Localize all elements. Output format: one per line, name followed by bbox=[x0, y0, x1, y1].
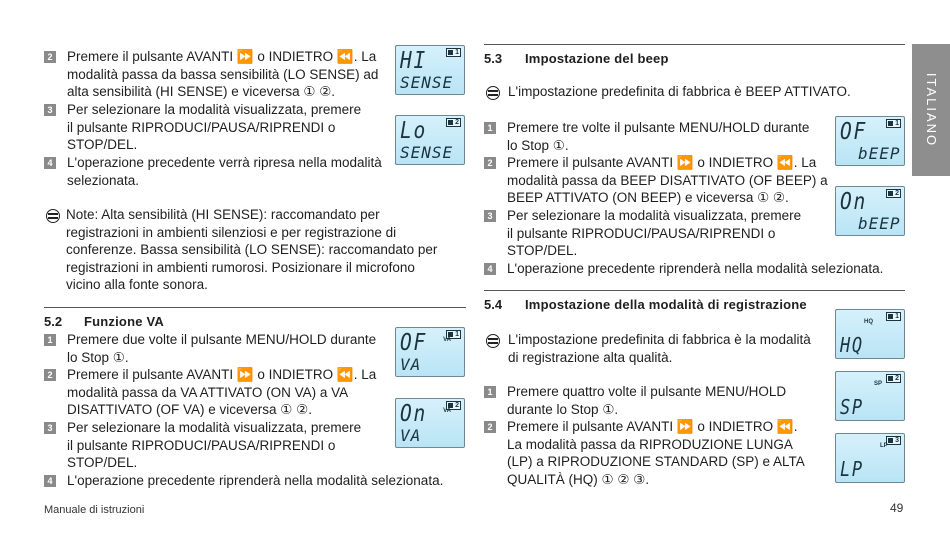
step-text: Premere il pulsante AVANTI ⏩ o INDIETRO ⏪. La modalità passa da RIPRODUZIONE LUNGA (LP) a RIPRODUZIONE STANDARD (SP) e ALTA QUALITÀ (HQ) ① ② ③. bbox=[507, 419, 805, 487]
step-number: 4 bbox=[44, 475, 56, 487]
lcd-mode-indicator: VA bbox=[443, 337, 451, 343]
lcd-sub-text: SENSE bbox=[400, 73, 454, 92]
lcd-display-lp bbox=[835, 433, 905, 483]
lcd-mode-indicator: HQ bbox=[864, 319, 873, 325]
battery-icon: 1 bbox=[446, 48, 461, 57]
battery-icon: 2 bbox=[886, 374, 901, 383]
step-text: Premere il pulsante AVANTI ⏩ o INDIETRO ⏪. La modalità passa da BEEP DISATTIVATO (OF BEEP) a BEEP ATTIVATO (ON BEEP) e viceversa ① ②. bbox=[507, 155, 828, 205]
section-divider bbox=[484, 44, 905, 45]
step-text: Premere tre volte il pulsante MENU/HOLD durante lo Stop ①. bbox=[507, 120, 810, 153]
step-number: 3 bbox=[484, 210, 496, 222]
section-divider bbox=[44, 307, 466, 308]
step-text: L'operazione precedente riprenderà nella modalità selezionata. bbox=[507, 261, 884, 276]
lcd-display-sp bbox=[835, 371, 905, 421]
battery-icon: 2 bbox=[886, 189, 901, 198]
lcd-main-text: LP bbox=[840, 457, 864, 481]
lcd-mode-indicator: SP bbox=[874, 381, 883, 387]
step-number: 3 bbox=[44, 422, 56, 434]
step-number: 4 bbox=[44, 157, 56, 169]
language-tab-label: ITALIANO bbox=[923, 72, 939, 148]
lcd-display-hi-sense bbox=[395, 45, 465, 95]
step-number: 4 bbox=[484, 263, 496, 275]
step-number: 3 bbox=[44, 104, 56, 116]
note-text: Note: Alta sensibilità (HI SENSE): raccomandato per registrazioni in ambienti silenziosi e per registrazione di conferenze. Bassa sensibilità (LO SENSE): raccomandato per registrazioni in ambienti rumorosi. Posizionare il microfono vicino alla fonte sonora. bbox=[66, 207, 438, 292]
battery-icon: 2 bbox=[446, 118, 461, 127]
section-number: 5.2 bbox=[44, 314, 63, 329]
note-text: L'impostazione predefinita di fabbrica è BEEP ATTIVATO. bbox=[508, 84, 851, 99]
lcd-sub-text: SENSE bbox=[400, 143, 454, 162]
lcd-main-text: HQ bbox=[840, 333, 864, 357]
footer-manual-title: Manuale di istruzioni bbox=[44, 504, 145, 516]
battery-icon: 1 bbox=[886, 119, 901, 128]
step-number: 2 bbox=[484, 157, 496, 169]
section-number: 5.4 bbox=[484, 297, 503, 312]
note-icon bbox=[486, 334, 500, 348]
step-text: Per selezionare la modalità visualizzata, premere il pulsante RIPRODUCI/PAUSA/RIPRENDI o STOP/DEL. bbox=[507, 208, 802, 258]
lcd-sub-text: bEEP bbox=[858, 214, 901, 233]
note-icon bbox=[486, 86, 500, 100]
step-number: 2 bbox=[484, 421, 496, 433]
note-icon bbox=[46, 209, 60, 223]
section-title: Funzione VA bbox=[84, 314, 164, 329]
step-number: 2 bbox=[44, 369, 56, 381]
lcd-main-text: HI bbox=[400, 48, 427, 74]
step-text: Premere quattro volte il pulsante MENU/HOLD durante lo Stop ①. bbox=[507, 384, 787, 417]
section-number: 5.3 bbox=[484, 51, 503, 66]
battery-icon: 3 bbox=[886, 436, 901, 445]
lcd-main-text: OF bbox=[840, 119, 867, 145]
section-title: Impostazione della modalità di registrazione bbox=[525, 297, 807, 312]
step-text: Premere il pulsante AVANTI ⏩ o INDIETRO ⏪. La modalità passa da bassa sensibilità (LO SENSE) ad alta sensibilità (HI SENSE) e viceversa ① ②. bbox=[67, 49, 379, 99]
step-number: 1 bbox=[484, 122, 496, 134]
lcd-sub-text: VA bbox=[400, 426, 422, 445]
section-divider bbox=[484, 290, 905, 291]
step-number: 1 bbox=[44, 334, 56, 346]
note-text: L'impostazione predefinita di fabbrica è la modalità di registrazione alta qualità. bbox=[508, 332, 811, 365]
lcd-display-on-beep bbox=[835, 186, 905, 236]
lcd-main-text: Lo bbox=[400, 118, 427, 144]
lcd-main-text: On bbox=[840, 189, 867, 215]
battery-icon: 1 bbox=[446, 330, 461, 339]
step-text: L'operazione precedente verrà ripresa nella modalità selezionata. bbox=[67, 155, 382, 188]
lcd-sub-text: bEEP bbox=[858, 144, 901, 163]
lcd-display-on-va bbox=[395, 398, 465, 448]
lcd-main-text: On bbox=[400, 401, 427, 427]
section-title: Impostazione del beep bbox=[525, 51, 669, 66]
lcd-display-lo-sense bbox=[395, 115, 465, 165]
battery-icon: 2 bbox=[446, 401, 461, 410]
step-text: Premere due volte il pulsante MENU/HOLD durante lo Stop ①. bbox=[67, 332, 377, 365]
step-number: 1 bbox=[484, 386, 496, 398]
lcd-display-of-va bbox=[395, 327, 465, 377]
step-text: Per selezionare la modalità visualizzata, premere il pulsante RIPRODUCI/PAUSA/RIPRENDI o STOP/DEL. bbox=[67, 102, 362, 152]
step-text: L'operazione precedente riprenderà nella modalità selezionata. bbox=[67, 473, 444, 488]
lcd-display-hq bbox=[835, 309, 905, 359]
step-text: Per selezionare la modalità visualizzata, premere il pulsante RIPRODUCI/PAUSA/RIPRENDI o STOP/DEL. bbox=[67, 420, 362, 470]
lcd-main-text: OF bbox=[400, 330, 427, 356]
battery-icon: 1 bbox=[886, 312, 901, 321]
language-tab bbox=[912, 44, 950, 176]
page-number: 49 bbox=[890, 501, 904, 515]
lcd-main-text: SP bbox=[840, 395, 864, 419]
lcd-mode-indicator: VA bbox=[443, 408, 451, 414]
step-number: 2 bbox=[44, 51, 56, 63]
lcd-display-of-beep bbox=[835, 116, 905, 166]
lcd-mode-indicator: LP bbox=[880, 443, 888, 449]
step-text: Premere il pulsante AVANTI ⏩ o INDIETRO ⏪. La modalità passa da VA ATTIVATO (ON VA) a VA DISATTIVATO (OF VA) e viceversa ① ②. bbox=[67, 367, 377, 417]
lcd-sub-text: VA bbox=[400, 355, 422, 374]
